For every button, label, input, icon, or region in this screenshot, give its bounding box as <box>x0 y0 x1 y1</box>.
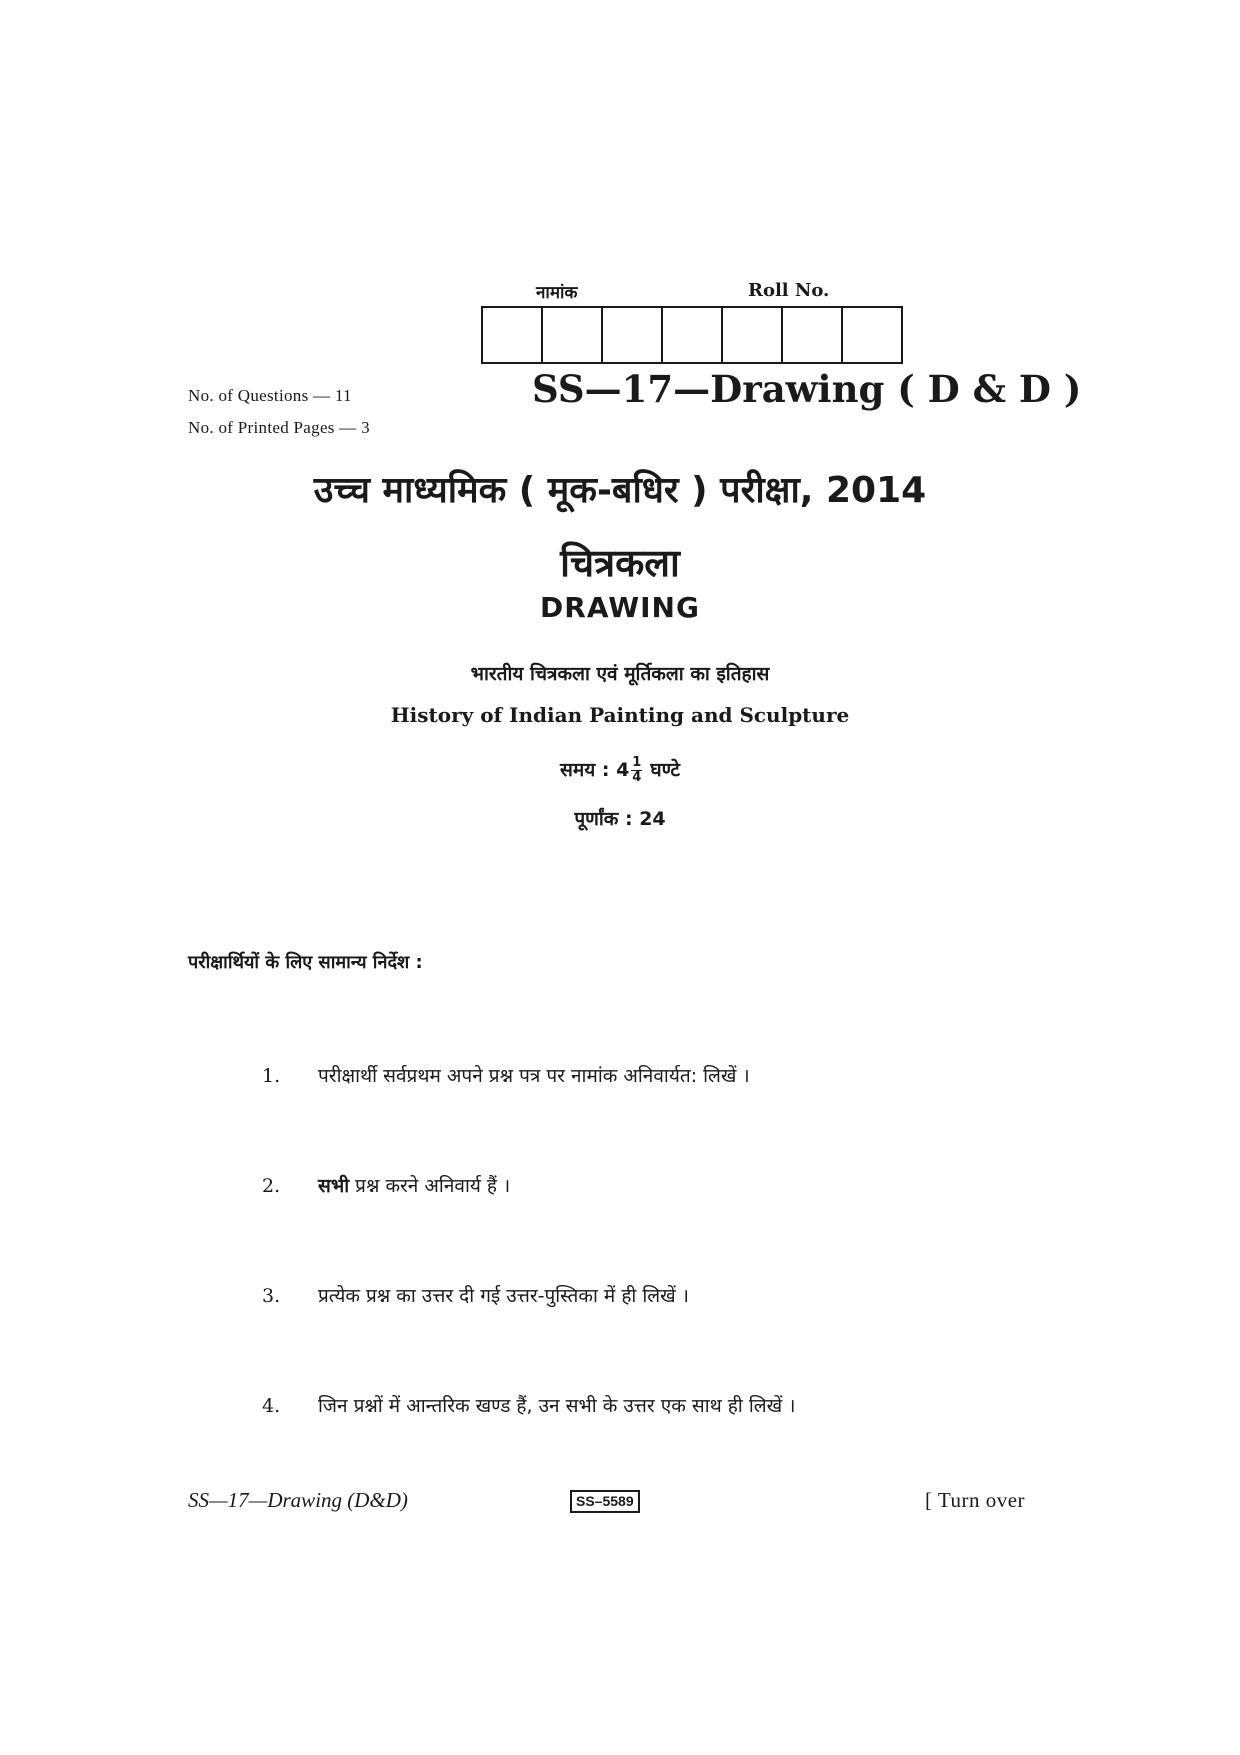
instruction-number: 2. <box>262 1175 281 1197</box>
turn-over-note: [ Turn over <box>925 1488 1026 1512</box>
roll-label-english: Roll No. <box>748 280 830 301</box>
instruction-item <box>262 1062 750 1088</box>
paper-subtitle-english: History of Indian Painting and Sculpture <box>390 703 850 727</box>
time-unit: घण्टे <box>650 759 680 781</box>
subject-title-hindi: चित्रकला <box>560 541 680 585</box>
number-of-questions: No. of Questions — 11 <box>188 386 352 405</box>
time-allowed <box>0 756 1240 785</box>
instruction-item <box>262 1282 689 1308</box>
paper-subtitle-hindi: भारतीय चित्रकला एवं मूर्तिकला का इतिहास <box>470 663 770 685</box>
roll-box <box>783 308 843 362</box>
roll-label-hindi: नामांक <box>536 283 578 303</box>
instruction-number: 3. <box>262 1285 281 1307</box>
footer-paper-code: SS—17—Drawing (D&D) <box>188 1488 408 1512</box>
instruction-text: परीक्षार्थी सर्वप्रथम अपने प्रश्न पत्र पर नामांक अनिवार्यत: लिखें । <box>318 1065 750 1087</box>
instruction-text: प्रत्येक प्रश्न का उत्तर दी गई उत्तर-पुस्तिका में ही लिखें । <box>318 1285 689 1307</box>
paper-code: SS—17—Drawing ( D & D ) <box>532 367 1082 411</box>
exam-title: उच्च माध्यमिक ( मूक-बधिर ) परीक्षा, 2014 <box>313 470 927 511</box>
instruction-text: प्रश्न करने अनिवार्य हैं । <box>349 1175 511 1197</box>
instruction-number: 1. <box>262 1065 281 1087</box>
roll-box <box>663 308 723 362</box>
time-fraction <box>631 756 642 785</box>
roll-box <box>543 308 603 362</box>
roll-box <box>723 308 783 362</box>
instruction-item <box>262 1172 510 1198</box>
roll-box <box>483 308 543 362</box>
subject-title-english: DRAWING <box>540 591 700 624</box>
fraction-denominator: 4 <box>632 770 642 785</box>
maximum-marks: पूर्णांक : 24 <box>574 808 666 830</box>
roll-number-boxes <box>481 306 903 364</box>
instruction-item <box>262 1392 795 1418</box>
instruction-number: 4. <box>262 1395 281 1417</box>
fraction-numerator: 1 <box>632 755 642 770</box>
number-of-pages: No. of Printed Pages — 3 <box>188 418 370 437</box>
time-label: समय : 4 <box>560 759 630 781</box>
roll-box <box>843 308 903 362</box>
instruction-text: जिन प्रश्नों में आन्तरिक खण्ड हैं, उन सभी के उत्तर एक साथ ही लिखें । <box>318 1395 796 1417</box>
roll-box <box>603 308 663 362</box>
footer-serial-code: SS–5589 <box>570 1490 640 1513</box>
instructions-heading: परीक्षार्थियों के लिए सामान्य निर्देश : <box>188 952 423 973</box>
instruction-emphasis: सभी <box>318 1175 350 1197</box>
